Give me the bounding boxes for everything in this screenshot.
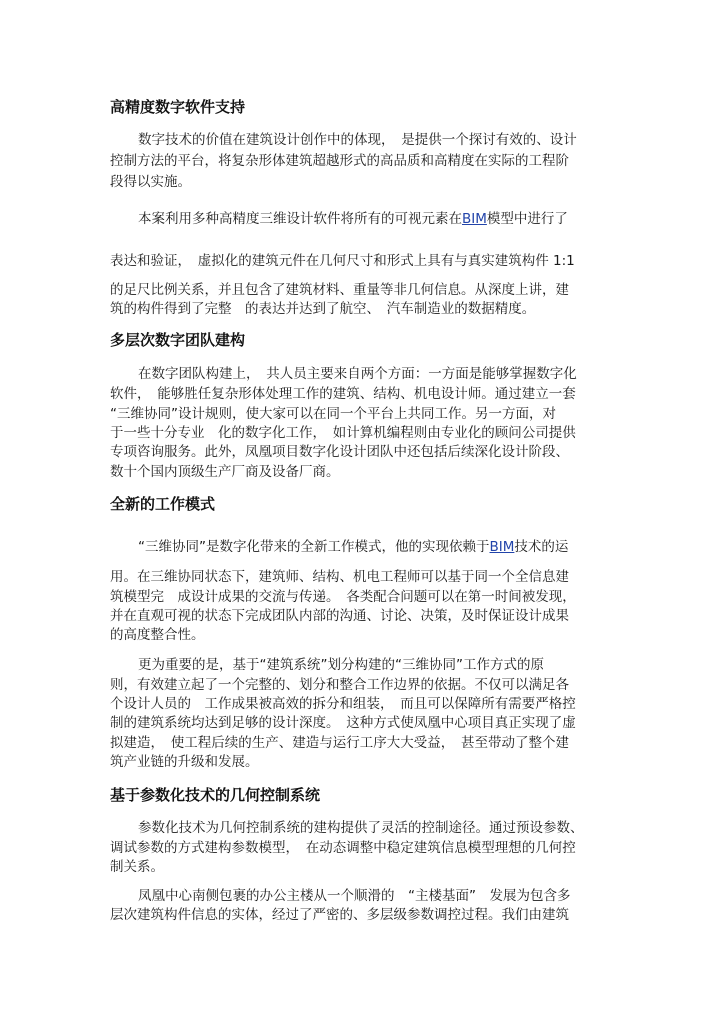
paragraph-line: 筑的构件得到了完整 的表达并达到了航空、 汽车制造业的数据精度。 bbox=[110, 301, 536, 317]
paragraph-line bbox=[138, 210, 568, 228]
paragraph-line: 数字技术的价值在建筑设计创作中的体现， 是提供一个探讨有效的、设计 bbox=[138, 132, 577, 148]
paragraph-line: 凤凰中心南侧包裹的办公主楼从一个顺滑的 “主楼基面” 发展为包含多 bbox=[138, 888, 571, 904]
text-run: 模型中进行了 bbox=[486, 211, 568, 227]
paragraph-line: 控制方法的平台，将复杂形体建筑超越形式的高品质和高精度在实际的工程阶 bbox=[110, 153, 569, 169]
paragraph-line: 则，有效建立起了一个完整的、划分和整合工作边界的依据。不仅可以满足各 bbox=[110, 677, 569, 693]
bim-link[interactable]: BIM bbox=[489, 539, 515, 555]
paragraph-line: 筑产业链的升级和发展。 bbox=[110, 754, 259, 770]
bim-link[interactable]: BIM bbox=[462, 211, 487, 227]
paragraph-line: 表达和验证， 虚拟化的建筑元件在几何尺寸和形式上具有与真实建筑构件 1:1 bbox=[110, 253, 575, 269]
paragraph-line: 的足尺比例关系，并且包含了建筑材料、重量等非几何信息。从深度上讲，建 bbox=[110, 282, 569, 298]
section-heading-parametric: 基于参数化技术的几何控制系统 bbox=[110, 786, 321, 804]
paragraph-line: 用。在三维协同状态下，建筑师、结构、机电工程师可以基于同一个全信息建 bbox=[110, 569, 569, 585]
paragraph-line: 在数字团队构建上， 共人员主要来自两个方面：一方面是能够掌握数字化 bbox=[138, 366, 577, 382]
paragraph-line: 调试参数的方式建构参数模型， 在动态调整中稳定建筑信息模型理想的几何控 bbox=[110, 840, 576, 856]
paragraph-line: 筑模型完 成设计成果的交流与传递。 各类配合问题可以在第一时间被发现， bbox=[110, 589, 576, 605]
paragraph-line: 制的建筑系统均达到足够的设计深度。 这种方式使凤凰中心项目真正实现了虚 bbox=[110, 715, 576, 731]
text-run: 技术的运 bbox=[514, 539, 569, 555]
section-heading-work-mode: 全新的工作模式 bbox=[110, 495, 216, 513]
paragraph-line: 段得以实施。 bbox=[110, 174, 191, 190]
section-heading-team: 多层次数字团队建构 bbox=[110, 331, 246, 349]
paragraph-line: 数十个国内顶级生产厂商及设备厂商。 bbox=[110, 464, 340, 480]
paragraph-line: 专项咨询服务。此外，凤凰项目数字化设计团队中还包括后续深化设计阶段、 bbox=[110, 444, 569, 460]
paragraph-line bbox=[138, 538, 568, 556]
text-run: 本案利用多种高精度三维设计软件将所有的可视元素在 bbox=[138, 211, 462, 227]
paragraph-line: 个设计人员的 工作成果被高效的拆分和组装， 而且可以保障所有需要严格控 bbox=[110, 696, 576, 712]
paragraph-line: 制关系。 bbox=[110, 859, 164, 875]
paragraph-line: 的高度整合性。 bbox=[110, 627, 205, 643]
paragraph-line: 更为重要的是，基于“建筑系统”划分构建的“三维协同”工作方式的原 bbox=[138, 657, 544, 673]
paragraph-line: “三维协同”设计规则，使大家可以在同一个平台上共同工作。另一方面，对 bbox=[110, 406, 556, 422]
paragraph-line: 拟建造， 使工程后续的生产、建造与运行工序大大受益， 甚至带动了整个建 bbox=[110, 735, 569, 751]
paragraph-line: 软件， 能够胜任复杂形体处理工作的建筑、结构、机电设计师。通过建立一套 bbox=[110, 386, 576, 402]
text-run: “三维协同”是数字化带来的全新工作模式，他的实现依赖于 bbox=[138, 539, 490, 555]
paragraph-line: 于一些十分专业 化的数字化工作， 如计算机编程则由专业化的顾问公司提供 bbox=[110, 425, 576, 441]
paragraph-line: 层次建筑构件信息的实体，经过了严密的、多层级参数调控过程。我们由建筑 bbox=[110, 907, 569, 923]
section-heading-high-precision: 高精度数字软件支持 bbox=[110, 98, 246, 116]
paragraph-line: 参数化技术为几何控制系统的建构提供了灵活的控制途径。通过预设参数、 bbox=[138, 820, 584, 836]
paragraph-line: 并在直观可视的状态下完成团队内部的沟通、讨论、决策，及时保证设计成果 bbox=[110, 608, 569, 624]
